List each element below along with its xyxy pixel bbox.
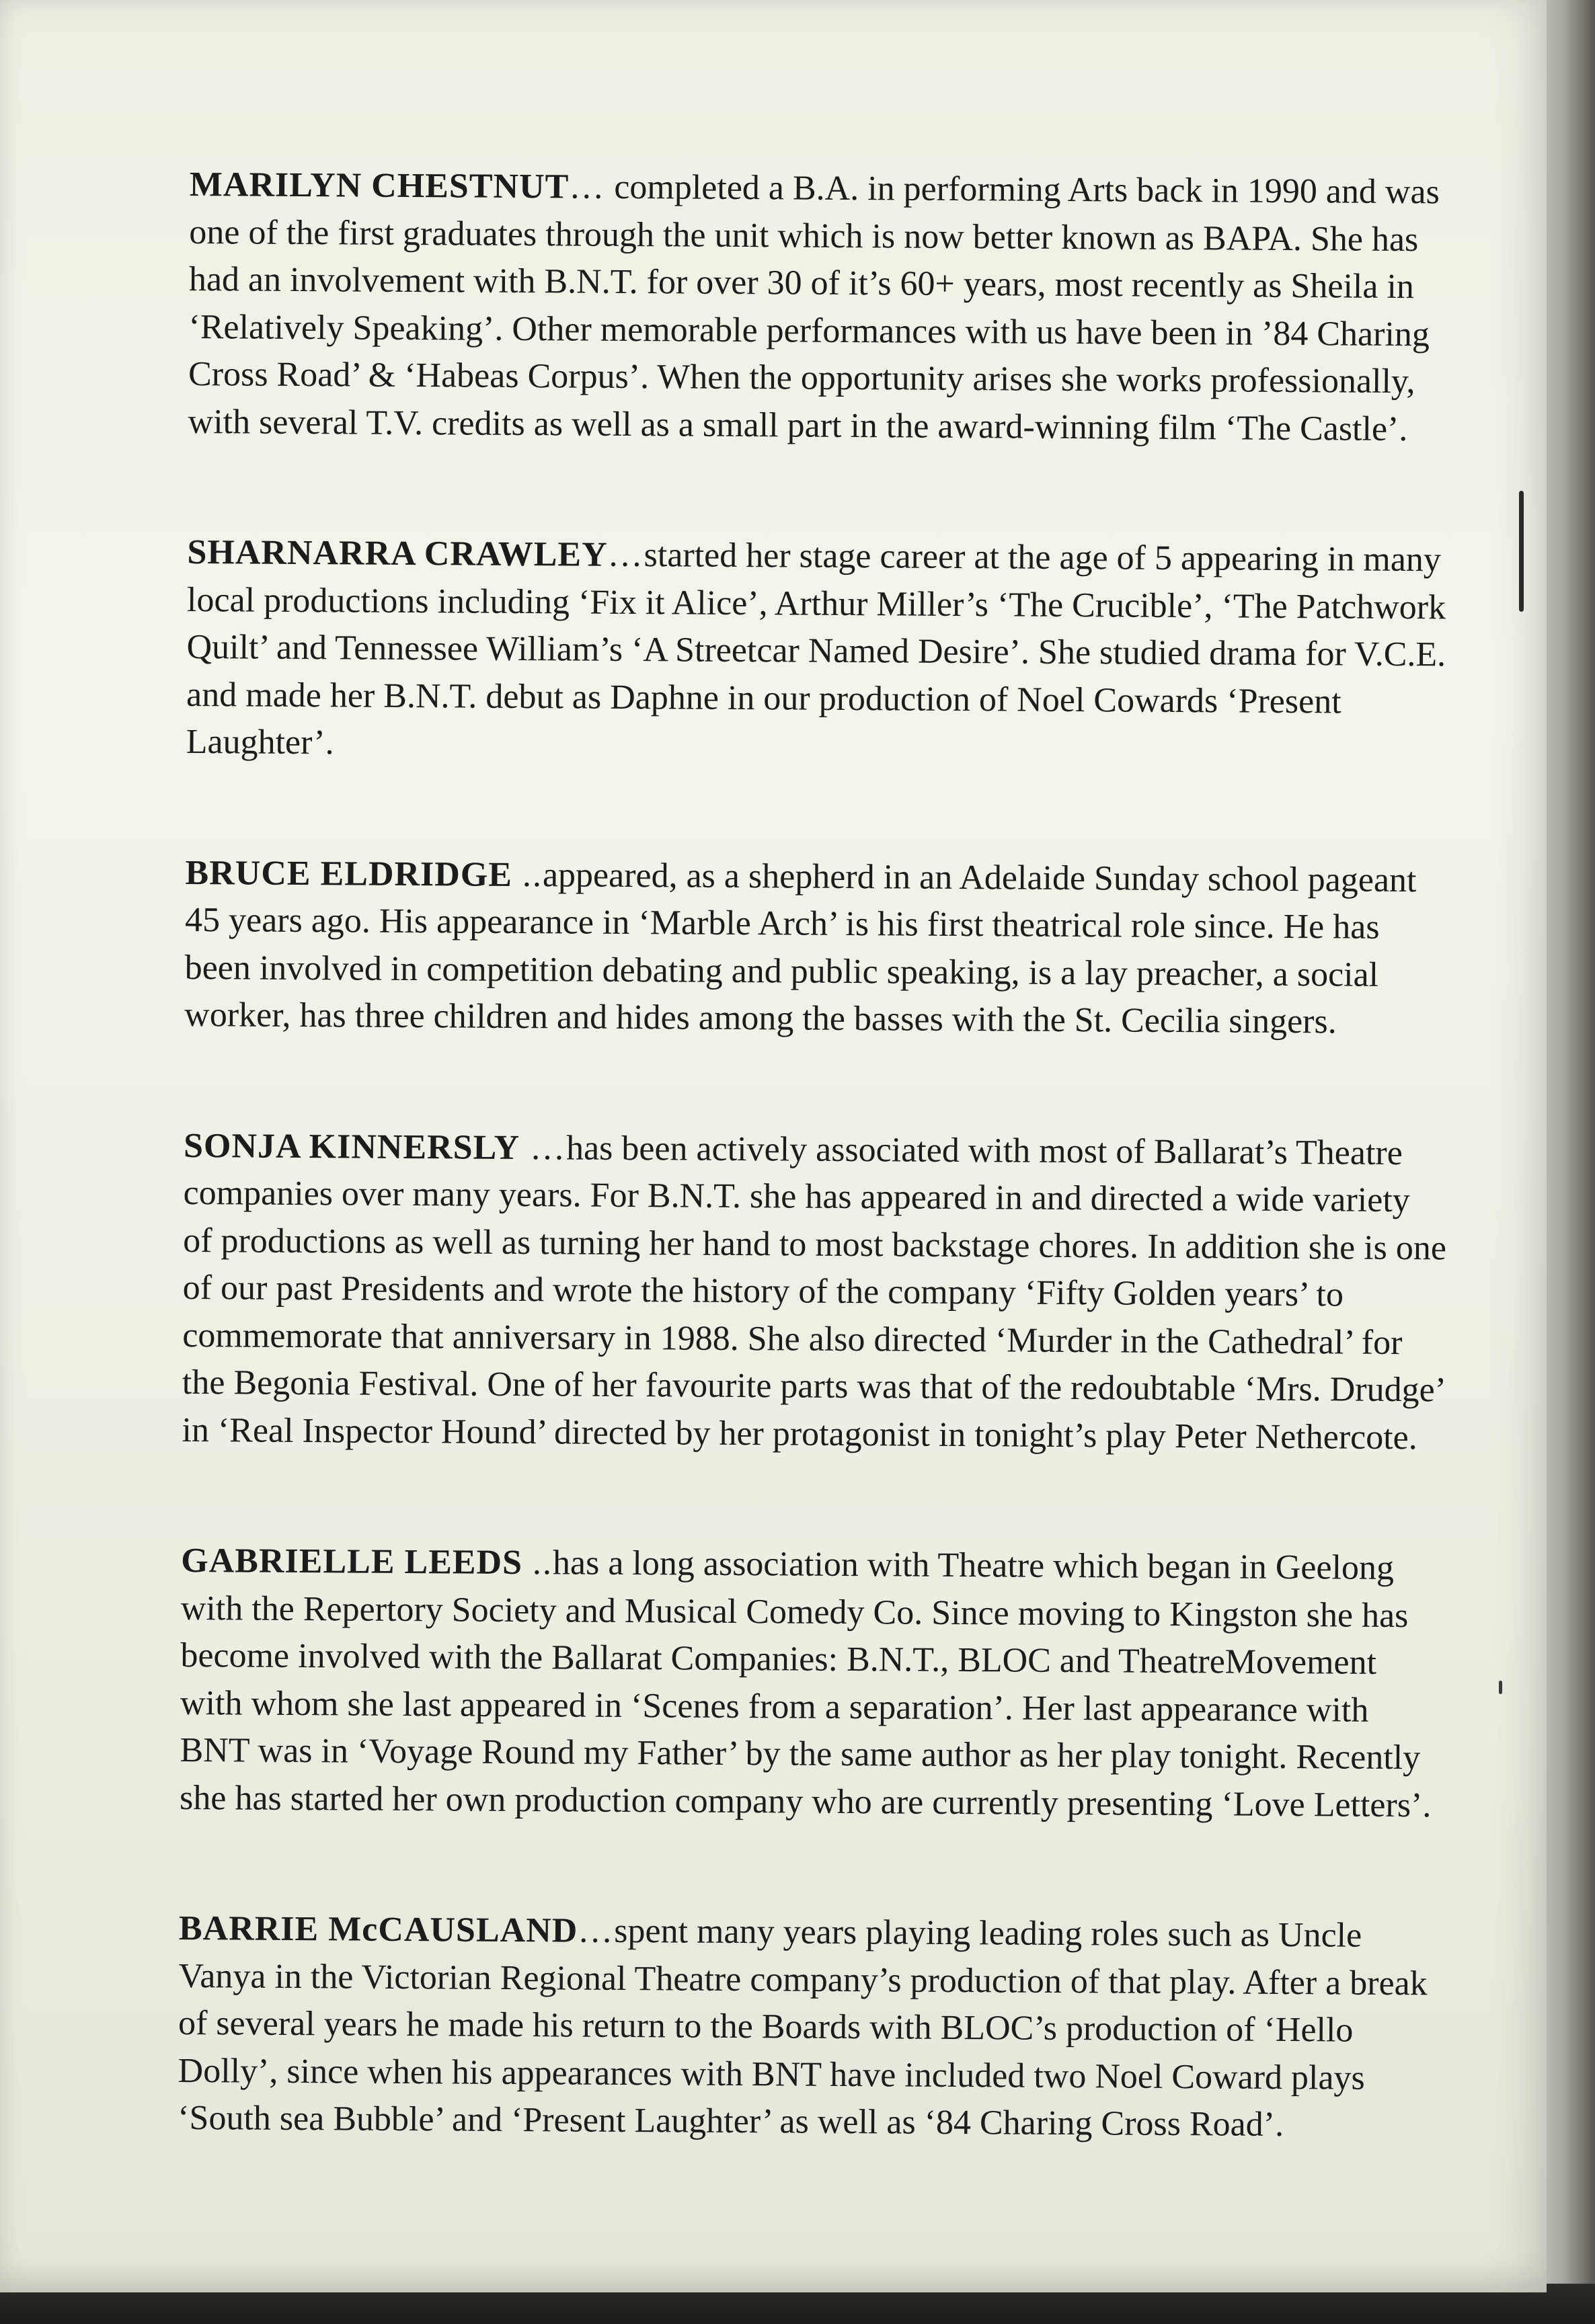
- bio-text: spent many years playing leading roles such as Uncle Vanya in the Victorian Regional Theatre company’s production of that play. After a break of several years he made his return to the Boards with BLOC’s production of ‘Hello Dolly’, since when his appearances with BNT have included two Noel Coward plays ‘South sea Bubble’ and ‘Present Laughter’ as well as ‘84 Charing Cross Road’.: [178, 1911, 1428, 2144]
- bio-marilyn-chestnut: [188, 161, 1454, 453]
- bio-separator: …: [519, 1128, 567, 1167]
- bio-barrie-mccausland: [178, 1905, 1443, 2150]
- bio-name: MARILYN CHESTNUT: [189, 165, 570, 206]
- bio-gabrielle-leeds: [180, 1537, 1446, 1829]
- bio-name: GABRIELLE LEEDS: [181, 1541, 523, 1582]
- bio-sharnarra-crawley: [186, 529, 1452, 774]
- bio-name: BRUCE ELDRIDGE: [185, 853, 513, 894]
- bio-text: has been actively associated with most of Ballarat’s Theatre companies over many years. For B.N.T. she has appeared in and directed a wide variety of productions as well as turning her hand to most backstage chores. In addition she is one of our past Presidents and wrote the history of the company ‘Fifty Golden years’ to commemorate that anniversary in 1988. She also directed ‘Murder in the Cathedral’ for the Begonia Festival. One of her favourite parts was that of the redoubtable ‘Mrs. Drudge’ in ‘Real Inspector Hound’ directed by her protagonist in tonight’s play Peter Nethercote.: [182, 1128, 1447, 1457]
- bio-text: completed a B.A. in performing Arts back in 1990 and was one of the first graduates through the unit which is now better known as BAPA. She has had an involvement with B.N.T. for over 30 of it’s 60+ years, most recently as Sheila in ‘Relatively Speaking’. Other memorable performances with us have been in ’84 Charing Cross Road’ & ‘Habeas Corpus’. When the opportunity arises she works professionally, with several T.V. credits as well as a small part in the award-winning film ‘The Castle’.: [188, 167, 1440, 448]
- page-crease-mark: [1519, 491, 1524, 612]
- bio-text: appeared, as a shepherd in an Adelaide Sunday school pageant 45 years ago. His appearance in ‘Marble Arch’ is his first theatrical role since. He has been involved in competition debating and public speaking, is a lay preacher, a social worker, has three children and hides among the basses with the St. Cecilia singers.: [184, 855, 1417, 1041]
- bio-separator: ..: [512, 855, 543, 894]
- cast-biographies: [177, 161, 1454, 2233]
- page-crease-mark-small: [1499, 1681, 1502, 1694]
- bio-name: SONJA KINNERSLY: [183, 1126, 520, 1167]
- bio-separator: ..: [522, 1544, 553, 1582]
- bio-name: BARRIE McCAUSLAND: [178, 1909, 578, 1950]
- bio-name: SHARNARRA CRAWLEY: [187, 532, 608, 574]
- bio-separator: …: [578, 1911, 615, 1950]
- bio-separator: …: [569, 167, 606, 206]
- bio-separator: …: [607, 535, 644, 575]
- bio-sonja-kinnersly: [182, 1122, 1448, 1461]
- bio-text: has a long association with Theatre which began in Geelong with the Repertory Society and Musical Comedy Co. Since moving to Kingston she has become involved with the Ballarat Companies: B.N.T., BLOC and TheatreMovement with whom she last appeared in ‘Scenes from a separation’. Her last appearance with BNT was in ‘Voyage Round my Father’ by the same author as her play tonight. Recently she has started her own production company who are currently presenting ‘Love Letters’.: [179, 1544, 1432, 1825]
- bio-text: started her stage career at the age of 5 appearing in many local productions including ‘Fix it Alice’, Arthur Miller’s ‘The Crucible’, ‘The Patchwork Quilt’ and Tennessee William’s ‘A Streetcar Named Desire’. She studied drama for V.C.E. and made her B.N.T. debut as Daphne in our production of Noel Cowards ‘Present Laughter’.: [186, 536, 1446, 762]
- bio-bruce-eldridge: [184, 849, 1450, 1046]
